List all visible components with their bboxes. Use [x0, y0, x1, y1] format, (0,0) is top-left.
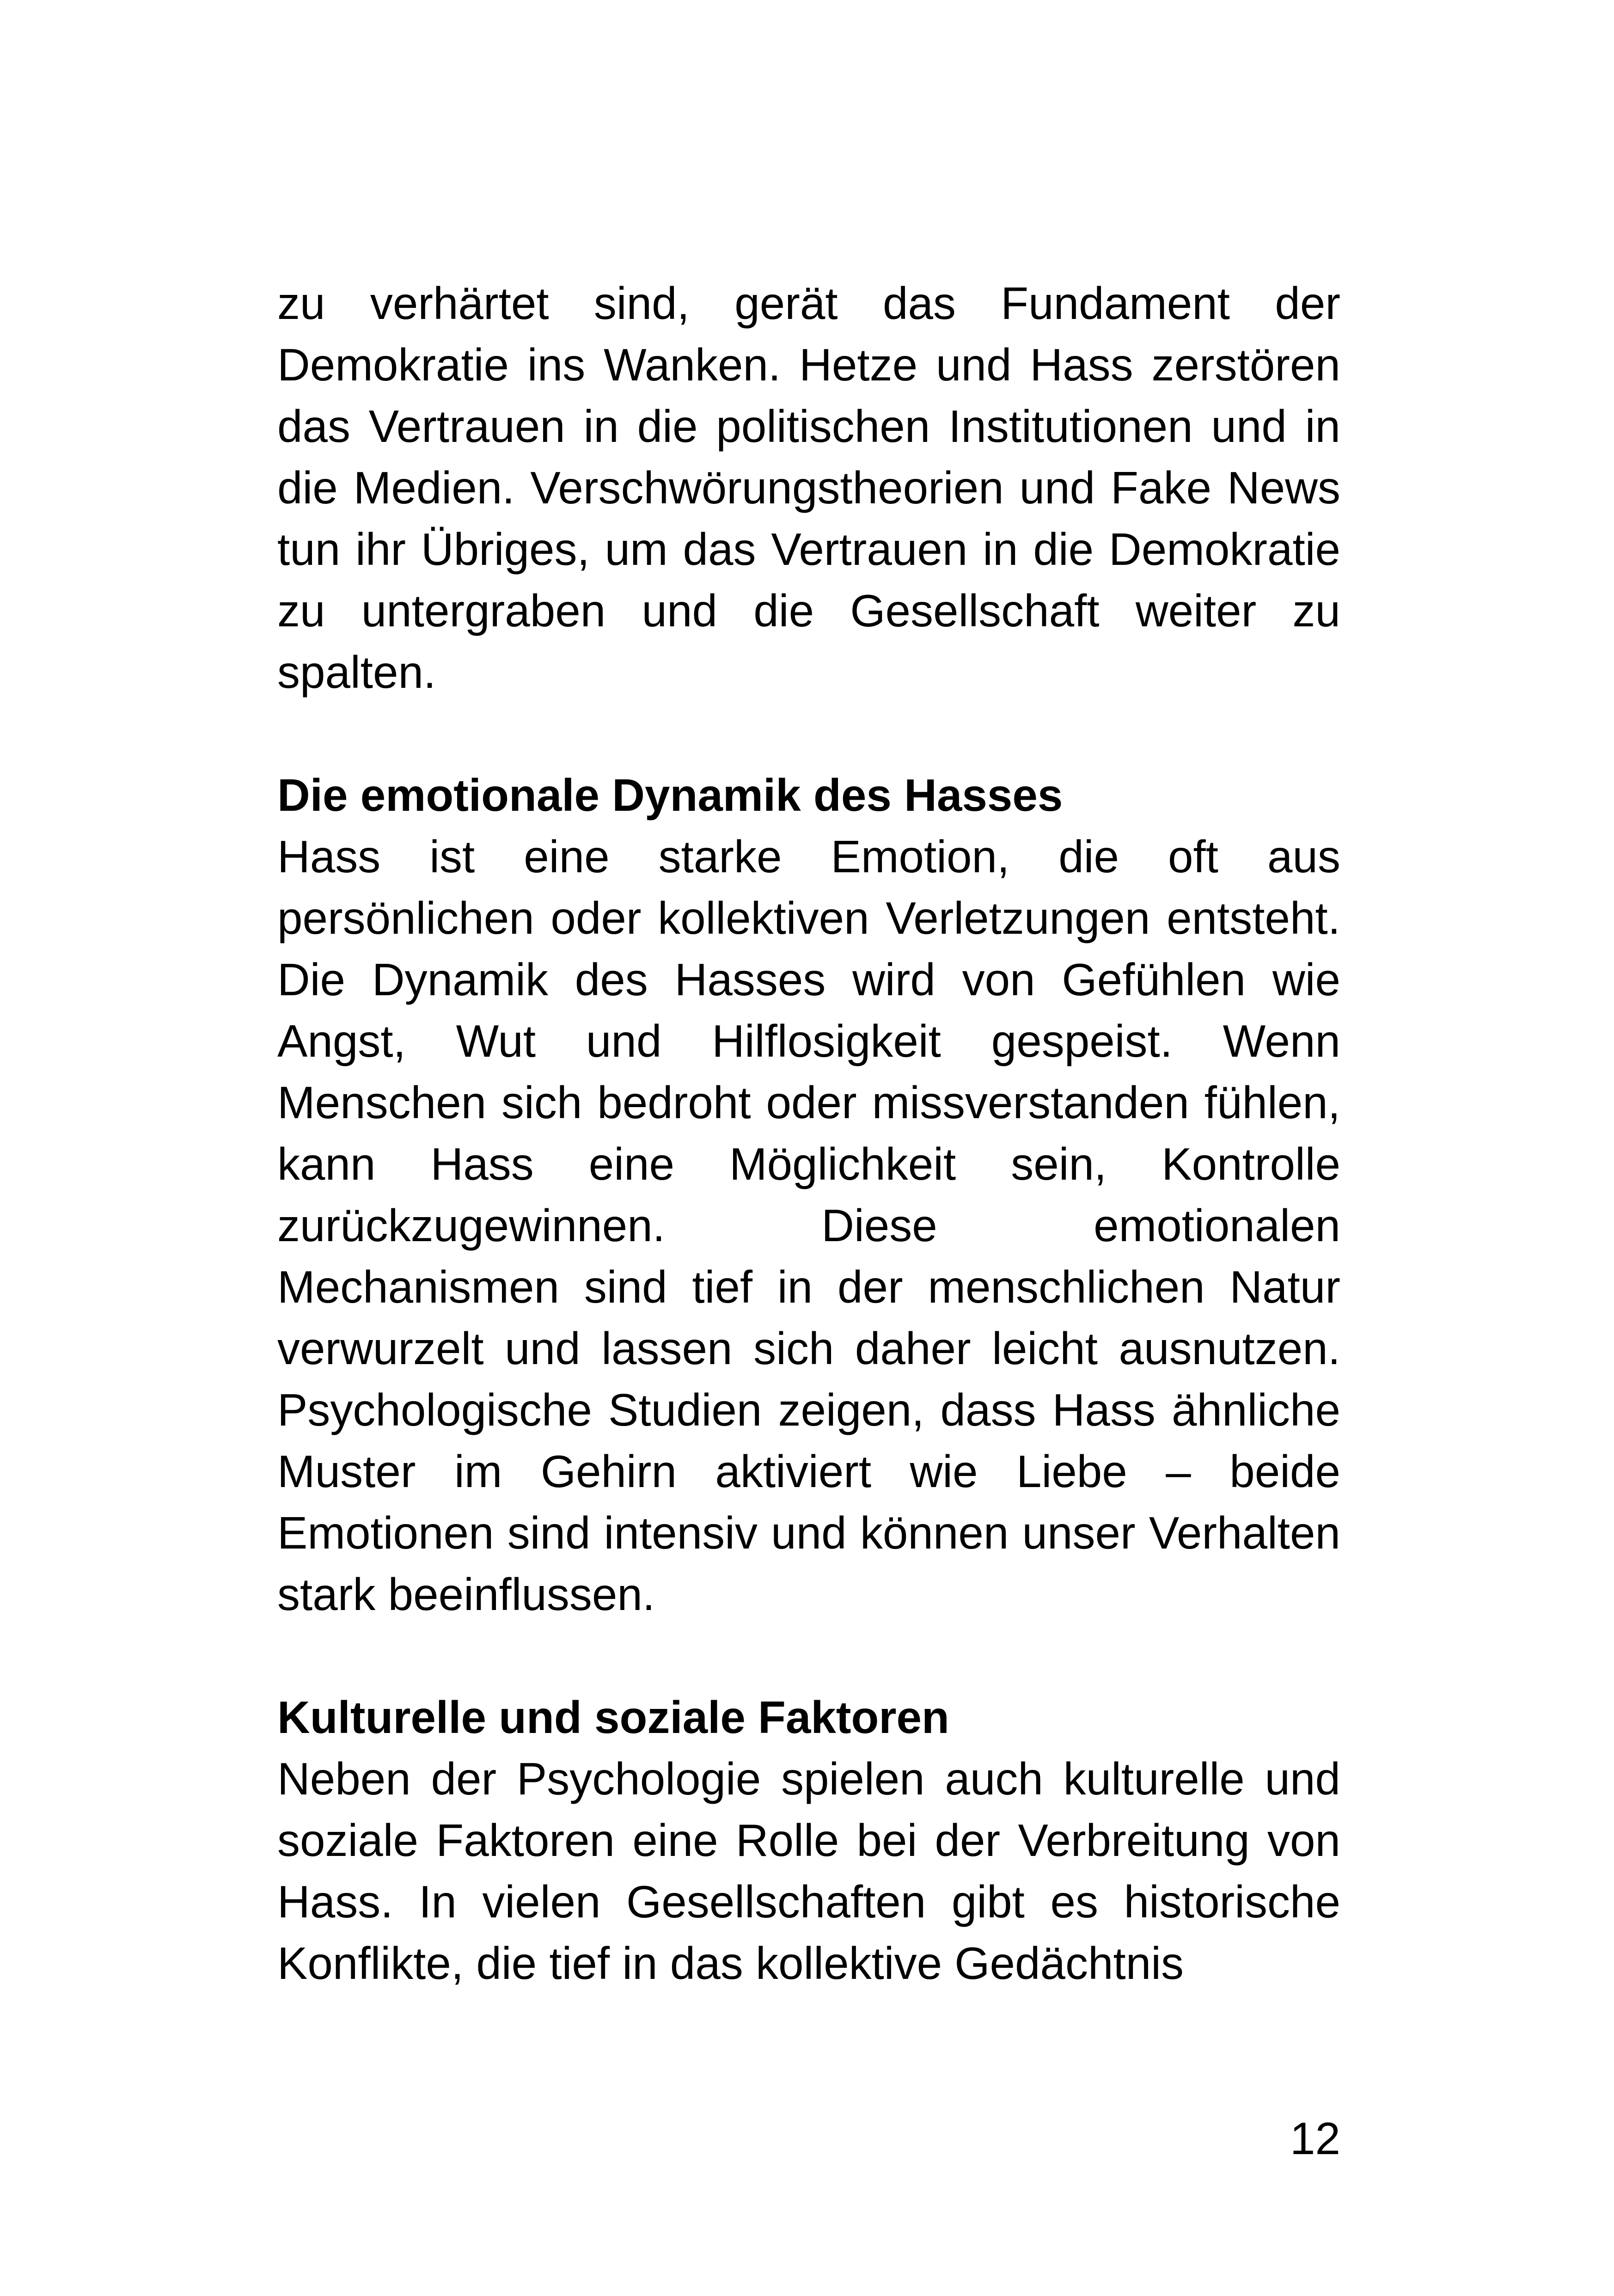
page-number: 12	[1290, 2113, 1340, 2164]
section-heading-emotional-dynamics: Die emotionale Dynamik des Hasses	[277, 770, 1063, 820]
paragraph-emotional-dynamics: Hass ist eine starke Emotion, die oft aus persönlichen oder kollektiven Verletzungen entsteht. Die Dynamik des Hasses wird von Gefühlen wie Angst, Wut und Hilflosigkeit gespeist. Wenn Menschen sich bedroht oder missverstanden fühlen, kann Hass eine Möglichkeit sein, Kontrolle zurückzugewinnen. Diese emotionalen Mechanismen sind tief in der menschlichen Natur verwurzelt und lassen sich daher leicht ausnutzen. Psychologische Studien zeigen, dass Hass ähnliche Muster im Gehirn aktiviert wie Liebe – beide Emotionen sind intensiv und können unser Verhalten stark beeinflussen.	[277, 831, 1340, 1620]
text-column	[277, 273, 1340, 1994]
section-heading-cultural-social: Kulturelle und soziale Faktoren	[277, 1692, 949, 1743]
paragraph-continuation: zu verhärtet sind, gerät das Fundament der Demokratie ins Wanken. Hetze und Hass zerstören das Vertrauen in die politischen Institutionen und in die Medien. Verschwörungstheorien und Fake News tun ihr Übriges, um das Vertrauen in die Demokratie zu untergraben und die Gesellschaft weiter zu spalten.	[277, 278, 1340, 698]
paragraph-cultural-social: Neben der Psychologie spielen auch kulturelle und soziale Faktoren eine Rolle bei der Verbreitung von Hass. In vielen Gesellschaften gibt es historische Konflikte, die tief in das kollektive Gedächtnis	[277, 1753, 1340, 1989]
paragraph-gap	[277, 703, 1340, 765]
paragraph-gap	[277, 1625, 1340, 1687]
